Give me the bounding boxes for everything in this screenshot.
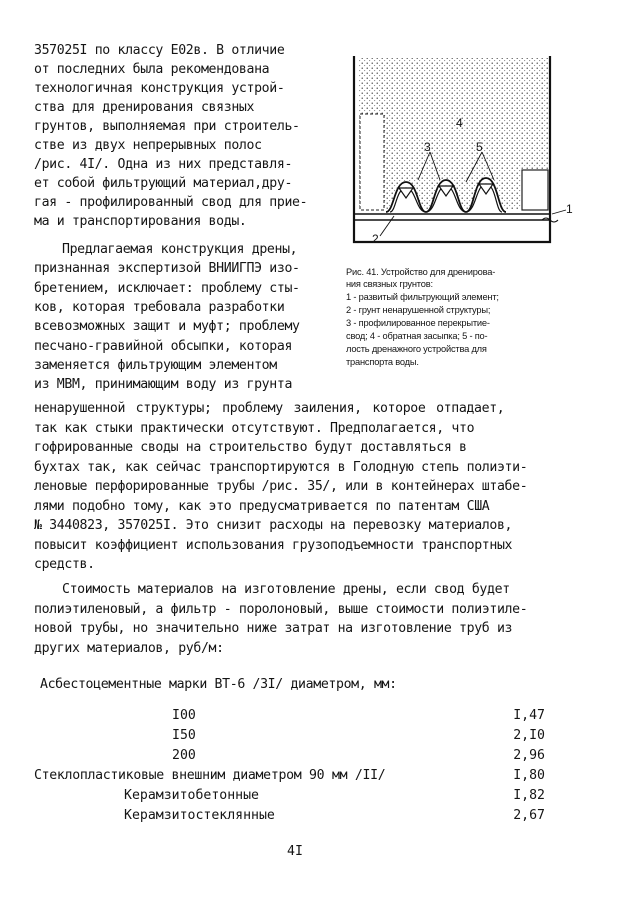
text-line: лями подобно тому, как это предусматривается по патентам США xyxy=(34,499,490,514)
figure-drainage-device xyxy=(346,52,576,264)
caption-line: 2 - грунт ненарушенной структуры; xyxy=(346,305,491,315)
text-line: других материалов, руб/м: xyxy=(34,641,224,656)
text-line: от последних была рекомендована xyxy=(34,62,270,77)
caption-line: 3 - профилированное перекрытие- xyxy=(346,318,490,328)
cost-label: Керамзитобетонные xyxy=(124,788,259,803)
text-line: ма и транспортирования воды. xyxy=(34,214,247,229)
page-number: 4I xyxy=(287,844,303,859)
label-5: 5 xyxy=(476,140,483,154)
cost-label: Керамзитостеклянные xyxy=(124,808,275,823)
text-line: леновые перфорированные трубы /рис. 35/, или в контейнерах штабе- xyxy=(34,479,528,494)
cost-value: 2,96 xyxy=(513,748,545,763)
cost-value: 2,67 xyxy=(513,808,545,823)
label-1: 1 xyxy=(566,202,573,216)
text-line: Предлагаемая конструкция дрены, xyxy=(62,242,298,257)
label-4: 4 xyxy=(456,116,463,130)
caption-line: транспорта воды. xyxy=(346,357,419,367)
text-line: ков, которая требовала разработки xyxy=(34,300,285,315)
cost-label: 200 xyxy=(172,748,196,763)
cost-value: 2,I0 xyxy=(513,728,545,743)
text-line: ненарушенной структуры; проблему заиления, которое отпадает, xyxy=(34,401,505,416)
text-line: так как стыки практически отсутствуют. Предполагается, что xyxy=(34,421,475,436)
step-block xyxy=(522,170,548,210)
text-line: ства для дренирования связных xyxy=(34,100,255,115)
caption-line: Рис. 41. Устройство для дренирова- xyxy=(346,267,496,277)
caption-line: 1 - развитый фильтрующий элемент; xyxy=(346,292,499,302)
cost-header: Асбестоцементные марки ВТ-6 /3I/ диаметром, мм: xyxy=(40,677,397,692)
text-line: из МВМ, принимающим воду из грунта xyxy=(34,377,293,392)
label-2: 2 xyxy=(372,232,379,246)
cost-label: I50 xyxy=(172,728,196,743)
caption-line: ния связных грунтов: xyxy=(346,279,433,289)
text-line: 357025I по классу E02в. В отличие xyxy=(34,43,285,58)
cost-value: I,47 xyxy=(513,708,545,723)
text-line: заменяется фильтрующим элементом xyxy=(34,358,277,373)
text-line: полиэтиленовый, а фильтр - поролоновый, выше стоимости полиэтиле- xyxy=(34,602,528,617)
text-line: ет собой фильтрующий материал,дру- xyxy=(34,176,293,191)
dashed-region xyxy=(360,114,384,210)
cost-value: I,80 xyxy=(513,768,545,783)
text-line: гофрированные своды на строительство будут доставляться в xyxy=(34,440,467,455)
text-line: бретением, исключает: проблему сты- xyxy=(34,281,300,296)
text-line: Стоимость материалов на изготовление дрены, если свод будет xyxy=(62,582,510,597)
text-line: бухтах так, как сейчас транспортируются в Голодную степь полиэти- xyxy=(34,460,528,475)
text-line: новой трубы, но значительно ниже затрат на изготовление труб из xyxy=(34,621,513,636)
text-line: признанная экспертизой ВНИИГПЭ изо- xyxy=(34,261,300,276)
label-3: 3 xyxy=(424,140,431,154)
text-line: средств. xyxy=(34,557,95,572)
cost-label: Стеклопластиковые внешним диаметром 90 мм /II/ xyxy=(34,768,386,783)
text-line: всевозможных защит и муфт; проблему xyxy=(34,319,300,334)
text-line: повысит коэффициент использования грузоподъемности транспортных xyxy=(34,538,513,553)
cost-value: I,82 xyxy=(513,788,545,803)
text-line: стве из двух непрерывных полос xyxy=(34,138,262,153)
text-line: /рис. 4I/. Одна из них представля- xyxy=(34,157,293,172)
caption-line: лость дренажного устройства для xyxy=(346,344,487,354)
drainage-diagram xyxy=(346,52,576,264)
text-line: грунтов, выполняемая при строитель- xyxy=(34,119,300,134)
text-line: гая - профилированный свод для прие- xyxy=(34,195,308,210)
text-line: песчано-гравийной обсыпки, которая xyxy=(34,339,293,354)
caption-line: свод; 4 - обратная засыпка; 5 - по- xyxy=(346,331,488,341)
text-line: № 3440823, 357025I. Это снизит расходы на перевозку материалов, xyxy=(34,518,513,533)
cost-label: I00 xyxy=(172,708,196,723)
text-line: технологичная конструкция устрой- xyxy=(34,81,285,96)
